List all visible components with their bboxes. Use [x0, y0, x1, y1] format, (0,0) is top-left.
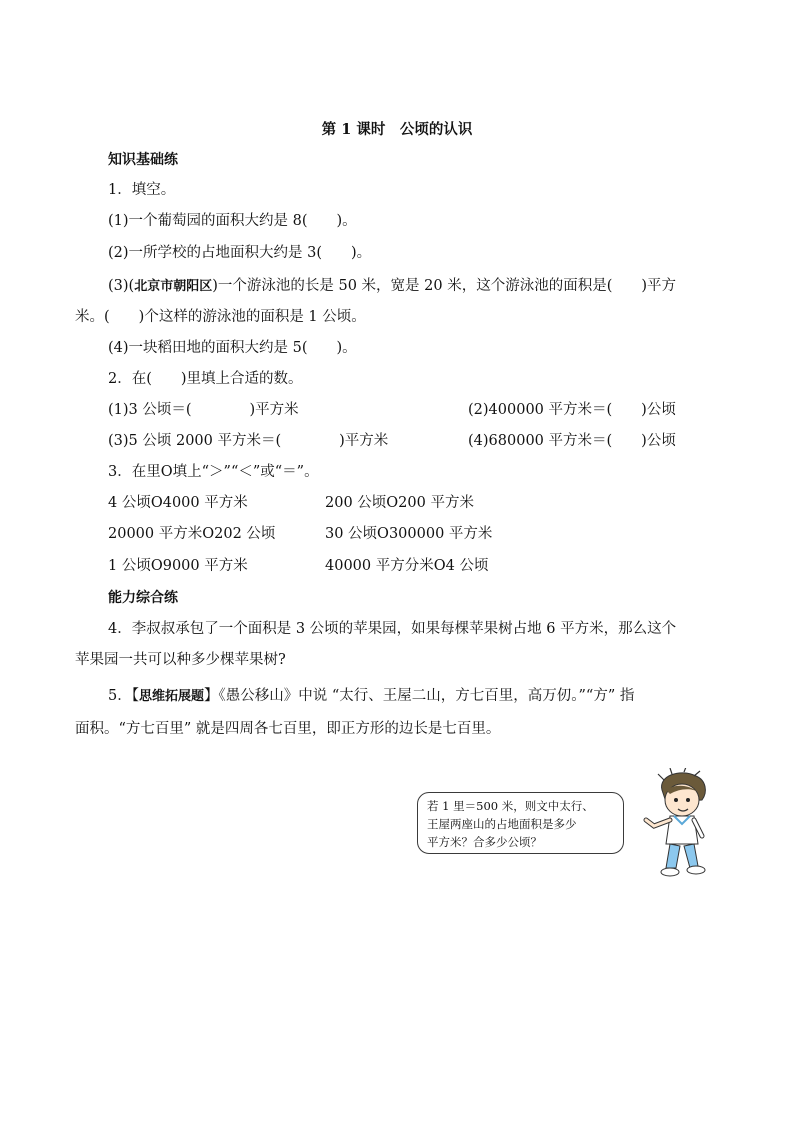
q5-number: 5．【 [108, 688, 139, 704]
source-tag: 北京市朝阳区 [134, 279, 213, 294]
cartoon-boy-illustration [640, 768, 722, 880]
q2-stem: 2．在( )里填上合适的数。 [108, 371, 303, 387]
q3-compare-3: 20000 平方米O202 公顷 [108, 526, 276, 542]
q1-item-2: (2)一所学校的占地面积大约是 3( )。 [108, 245, 372, 261]
q5-line-1 [108, 686, 634, 707]
q5-tag: 思维拓展题 [138, 689, 204, 704]
speech-bubble [417, 792, 624, 854]
q5-line-2: 面积。“方七百里” 就是四周各七百里，即正方形的边长是七百里。 [75, 721, 501, 737]
q2-item-3: (3)5 公顷 2000 平方米＝( )平方米 [108, 433, 389, 449]
q1-item-3-continued: 米。( )个这样的游泳池的面积是 1 公顷。 [75, 309, 366, 325]
q1-item-3-number: (3)( [108, 278, 135, 294]
q1-stem: 1．填空。 [108, 182, 176, 198]
q3-compare-4: 30 公顷O300000 平方米 [325, 526, 493, 542]
q1-item-4: (4)一块稻田地的面积大约是 5( )。 [108, 340, 357, 356]
q3-compare-6: 40000 平方分米O4 公顷 [325, 558, 489, 574]
q4-line-1: 4．李叔叔承包了一个面积是 3 公顷的苹果园，如果每棵苹果树占地 6 平方米，那么这个 [108, 621, 677, 637]
section-heading-ability: 能力综合练 [108, 590, 178, 606]
q2-item-2: (2)400000 平方米＝( )公顷 [468, 402, 676, 418]
section-heading-basic: 知识基础练 [108, 152, 178, 168]
q3-compare-5: 1 公顷O9000 平方米 [108, 558, 248, 574]
page-title: 第 1 课时 公顷的认识 [321, 121, 473, 138]
q1-item-1: (1)一个葡萄园的面积大约是 8( )。 [108, 213, 357, 229]
bubble-line-2: 王屋两座山的占地面积是多少 [427, 817, 577, 831]
q3-compare-1: 4 公顷O4000 平方米 [108, 495, 248, 511]
q1-item-3 [108, 276, 676, 297]
q4-line-2: 苹果园一共可以种多少棵苹果树? [75, 652, 286, 668]
bubble-line-3: 平方米？合多少公顷？ [427, 835, 542, 849]
q3-compare-2: 200 公顷O200 平方米 [325, 495, 474, 511]
q3-stem: 3．在里O填上“＞”“＜”或“＝”。 [108, 464, 319, 480]
q2-item-1: (1)3 公顷＝( )平方米 [108, 402, 299, 418]
q1-item-3-text: )一个游泳池的长是 50 米，宽是 20 米，这个游泳池的面积是( )平方 [212, 278, 677, 294]
bubble-line-1: 若 1 里＝500 米，则文中太行、 [427, 799, 594, 813]
q5-text: 】《愚公移山》中说 “太行、王屋二山，方七百里，高万仞。”“方” 指 [204, 688, 635, 704]
q2-item-4: (4)680000 平方米＝( )公顷 [468, 433, 676, 449]
